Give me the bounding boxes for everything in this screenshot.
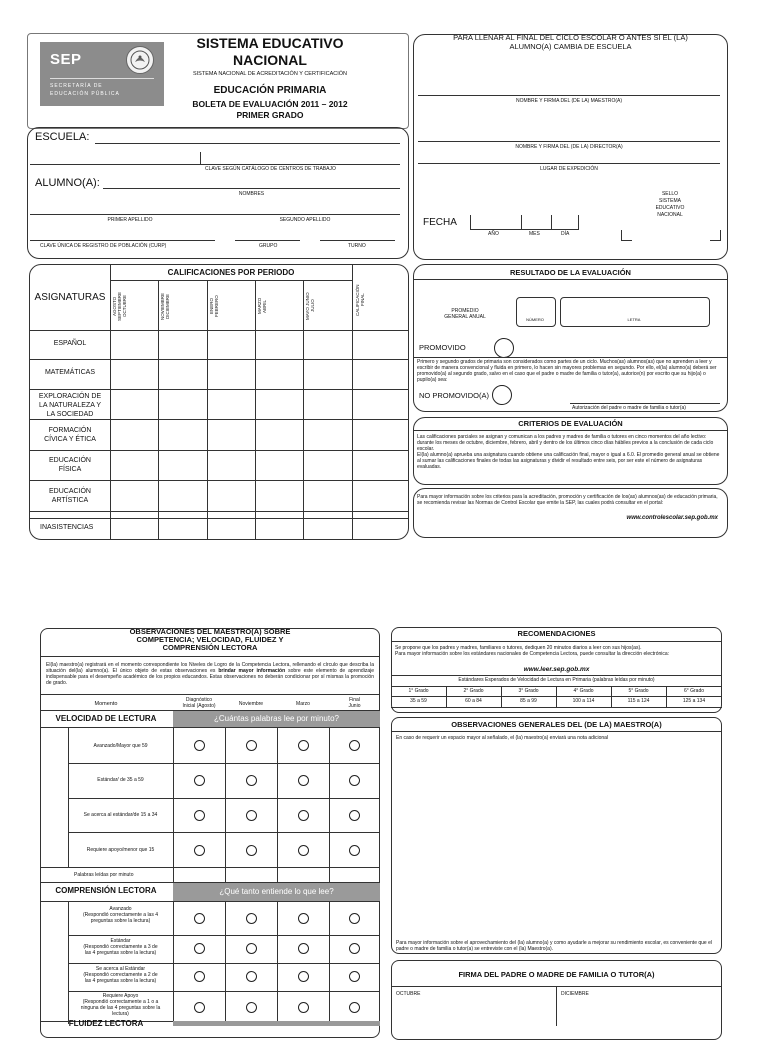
recommendations-text: Se propone que los padres y madres, familiares o tutores, dediquen 20 minutos diarios a leer con sus hijos(as). Para mayor información sobre los estándares nacionales de Competencia Lectora, puede consultar la dirección electrónica: <box>395 645 670 657</box>
radio-circle[interactable] <box>194 913 205 924</box>
std-line <box>391 675 722 676</box>
school-label: ESCUELA: <box>35 131 90 143</box>
date-divider-1 <box>521 215 522 229</box>
date-divider-3 <box>578 215 579 229</box>
grid-h-period <box>110 280 352 281</box>
header-title2: NACIONAL <box>233 52 307 68</box>
signature-title: FIRMA DEL PADRE O MADRE DE FAMILIA O TUTOR(A) <box>458 970 655 979</box>
grid-v-subjects <box>110 264 111 540</box>
radio-circle[interactable] <box>298 1002 309 1013</box>
cct-divider <box>200 152 201 164</box>
radio-circle[interactable] <box>246 740 257 751</box>
observations-intro <box>46 662 374 686</box>
radio-circle[interactable] <box>349 913 360 924</box>
speed-row-label: Se acerca al estándar/de 15 a 34 <box>83 812 158 818</box>
words-per-minute-label: Palabras leídas por minuto <box>74 872 134 878</box>
comp-circles <box>173 901 380 1024</box>
radio-circle[interactable] <box>349 775 360 786</box>
criteria-text: Las calificaciones parciales se asignan y comunican a los padres y madres de familia o tutores en cinco momentos del año lectivo: durante los meses de octubre, diciembre, febrero, abril y dentro de los últimos cinco días hábiles previos a la conclusión de cada ciclo escolar. El(la) alumno(a) aprueba una asignatura cuando obtiene una calificación final, mayor o igual a 6.0. El promedio general anual se obtiene al sumar las calificaciones finales de todas las asignaturas y dividir el resultado entre seis, por ser este el número de asignaturas evaluadas. <box>417 434 720 470</box>
eagle-seal-icon <box>126 46 154 74</box>
not-promoted-circle[interactable] <box>492 385 512 405</box>
radio-circle[interactable] <box>349 740 360 751</box>
observations-title-line <box>40 656 380 657</box>
header-boleta: BOLETA DE EVALUACIÓN 2011 – 2012 <box>192 99 348 109</box>
moment-label: Momento <box>94 701 118 707</box>
comprehension-question: ¿Qué tanto entiende lo que lee? <box>173 883 380 901</box>
comp-row-label: Avanzado (Respondió correctamente a las 4 preguntas sobre la lectura) <box>82 906 159 924</box>
obs-h-4 <box>40 867 380 868</box>
teacher-signature-line[interactable] <box>418 95 720 96</box>
signature-october: OCTUBRE <box>396 991 421 997</box>
radio-circle[interactable] <box>246 810 257 821</box>
signature-divider <box>556 986 557 1026</box>
radio-circle[interactable] <box>194 775 205 786</box>
date-divider-2 <box>551 215 552 229</box>
grid-h-1 <box>29 330 409 331</box>
first-surname-label: PRIMER APELLIDO <box>107 217 153 223</box>
second-surname-label: SEGUNDO APELLIDO <box>279 217 331 223</box>
result-box <box>413 264 728 412</box>
radio-circle[interactable] <box>194 740 205 751</box>
std-range: 125 a 134 <box>682 698 706 704</box>
average-label: PROMEDIO GENERAL ANUAL <box>444 308 486 320</box>
radio-circle[interactable] <box>349 1002 360 1013</box>
group-label: GRUPO <box>259 243 278 249</box>
radio-circle[interactable] <box>298 810 309 821</box>
speed-question: ¿Cuántas palabras lee por minuto? <box>173 711 380 727</box>
grid-h-3 <box>29 389 409 390</box>
recommendations-url[interactable]: www.leer.sep.gob.mx <box>523 666 590 673</box>
period-2-label: NOVIEMBRE DICIEMBRE <box>160 292 170 320</box>
subject-espanol: ESPAÑOL <box>53 340 87 347</box>
radio-circle[interactable] <box>349 943 360 954</box>
speed-row-label: Requiere apoyo/menor que 15 <box>86 847 155 853</box>
comprehension-title: COMPRENSIÓN LECTORA <box>55 886 157 895</box>
header-title1: SISTEMA EDUCATIVO <box>196 35 344 51</box>
col-marzo: Marzo <box>296 701 310 707</box>
date-field[interactable] <box>470 215 579 230</box>
shift-line[interactable] <box>320 240 395 241</box>
grid-h-8 <box>29 518 409 519</box>
date-label: FECHA <box>423 217 457 228</box>
observations-title: OBSERVACIONES DEL MAESTRO(A) SOBRE COMPETENCIA; VELOCIDAD, FLUIDEZ Y COMPRENSIÓN LECTORA <box>129 627 291 652</box>
speed-circles <box>173 727 380 867</box>
grid-v-p3 <box>207 280 208 540</box>
radio-circle[interactable] <box>298 740 309 751</box>
radio-circle[interactable] <box>349 845 360 856</box>
subject-civica: FORMACIÓN CÍVICA Y ÉTICA <box>44 427 96 443</box>
std-grade: 1° Grado <box>408 688 429 694</box>
teacher-signature-label: NOMBRE Y FIRMA DEL (DE LA) MAESTRO(A) <box>515 98 623 104</box>
speed-title: VELOCIDAD DE LECTURA <box>55 714 157 723</box>
radio-circle[interactable] <box>349 971 360 982</box>
grid-v-p4 <box>255 280 256 540</box>
std-grade: 6° Grado <box>683 688 705 694</box>
fill-box-title2: ALUMNO(A) CAMBIA DE ESCUELA <box>509 42 632 51</box>
period-5-label: MAYO JUNIO JULIO <box>305 292 315 320</box>
sep-logo-sub2: EDUCACIÓN PÚBLICA <box>50 91 120 97</box>
general-obs-input[interactable] <box>394 743 719 935</box>
average-letter-field[interactable] <box>560 297 710 327</box>
date-year: AÑO <box>488 231 499 237</box>
sep-logo-sub1: SECRETARÍA DE <box>50 83 103 89</box>
radio-circle[interactable] <box>194 845 205 856</box>
std-range: 35 a 59 <box>410 698 427 704</box>
radio-circle[interactable] <box>298 775 309 786</box>
grid-v-final <box>352 264 353 540</box>
place-line[interactable] <box>418 163 720 164</box>
header-level: EDUCACIÓN PRIMARIA <box>213 85 327 96</box>
speed-row-label: Avanzado/Mayor que 59 <box>93 743 148 749</box>
grid-h-7 <box>29 511 409 512</box>
std-range: 85 a 99 <box>520 698 537 704</box>
radio-circle[interactable] <box>246 845 257 856</box>
observations-intro-line <box>40 694 380 695</box>
names-line[interactable] <box>103 188 400 189</box>
recommendations-title: RECOMENDACIONES <box>517 629 596 638</box>
grid-v-p2 <box>158 280 159 540</box>
radio-circle[interactable] <box>298 971 309 982</box>
subject-artistica: EDUCACIÓN ARTÍSTICA <box>48 488 91 504</box>
director-signature-line[interactable] <box>418 141 720 142</box>
grid-h-4 <box>29 419 409 420</box>
radio-circle[interactable] <box>194 1002 205 1013</box>
date-day: DÍA <box>561 231 570 237</box>
subject-matematicas: MATEMÁTICAS <box>44 369 96 376</box>
result-title-line <box>413 279 728 280</box>
grid-h-6 <box>29 480 409 481</box>
signature-december: DICIEMBRE <box>561 991 589 997</box>
std-grade: 4° Grado <box>573 688 594 694</box>
place-label: LUGAR DE EXPEDICIÓN <box>540 166 598 172</box>
surnames-line[interactable] <box>30 214 400 215</box>
promoted-circle[interactable] <box>494 338 514 358</box>
grid-h-2 <box>29 359 409 360</box>
std-range: 60 a 84 <box>465 698 482 704</box>
fluency-title: FLUIDEZ LECTORA <box>68 1019 144 1028</box>
cct-label: CLAVE SEGÚN CATÁLOGO DE CENTROS DE TRABAJO <box>205 166 336 172</box>
promoted-label: PROMOVIDO <box>419 343 466 352</box>
sep-logo-text: SEP <box>50 51 82 68</box>
radio-circle[interactable] <box>246 971 257 982</box>
subject-fisica: EDUCACIÓN FÍSICA <box>48 457 91 473</box>
intro-part-a: El(la) maestro(a) registrará en el momento correspondiente los Niveles de Logro de la Competencia Lectora, rellenando el círculo que describa la situación del(la) alumno(a). El único objeto de estas observaciones es <box>46 662 374 674</box>
radio-circle[interactable] <box>298 913 309 924</box>
comp-row-label: Se acerca al Estándar (Respondió correctamente a 2 de las 4 preguntas sobre la lectura) <box>83 966 158 984</box>
average-number-field[interactable] <box>516 297 556 327</box>
logo-divider <box>50 78 154 79</box>
std-grade: 5° Grado <box>628 688 649 694</box>
general-obs-title: OBSERVACIONES GENERALES DEL (DE LA) MAESTRO(A) <box>451 720 662 729</box>
criteria-title-line <box>413 430 728 431</box>
seal-corner-right <box>710 230 721 241</box>
criteria-title: CRITERIOS DE EVALUACIÓN <box>518 419 623 428</box>
criteria-info: Para mayor información sobre los criterios para la acreditación, promoción y certificación de los(as) alumnos(as) de educación primaria, se recomienda revisar las Normas de Control Escolar que emite la SEP, las cuales podrá consultar en el portal: <box>417 494 718 506</box>
header-grade: PRIMER GRADO <box>236 110 304 120</box>
subject-exploracion: EXPLORACIÓN DE LA NATURALEZA Y LA SOCIEDAD <box>38 393 102 418</box>
average-letter-label: LETRA <box>627 317 641 322</box>
speed-row-label: Estándar/ de 35 a 59 <box>97 777 144 783</box>
period-1-label: AGOSTO SEPTIEMBRE OCTUBRE <box>112 291 127 321</box>
cct-line[interactable] <box>30 164 400 165</box>
grid-h-5 <box>29 450 409 451</box>
director-signature-label: NOMBRE Y FIRMA DEL (DE LA) DIRECTOR(A) <box>515 144 623 150</box>
standards-title: Estándares Esperados de Velocidad de Lectura en Primaria (palabras leídas por minuto) <box>458 677 655 683</box>
radio-circle[interactable] <box>194 943 205 954</box>
general-obs-footer: Para mayor información sobre el aprovechamiento del (la) alumno(a) y como ayudarle a mejorar su rendimiento escolar, es conveniente que el padre o madre de familia o tutor(a) se entreviste con el (la) Maestro(a). <box>396 940 712 952</box>
fill-box-title1: PARA LLENAR AL FINAL DEL CICLO ESCOLAR O ANTES SI EL (LA) <box>453 33 688 42</box>
radio-circle[interactable] <box>298 845 309 856</box>
group-line[interactable] <box>235 240 300 241</box>
student-label: ALUMNO(A): <box>35 177 100 189</box>
seal-corner-left <box>621 230 632 241</box>
absences-label: INASISTENCIAS <box>40 524 94 531</box>
col-noviembre: Noviembre <box>238 701 264 707</box>
grid-v-p5 <box>303 280 304 540</box>
radio-circle[interactable] <box>246 913 257 924</box>
header-subtitle: SISTEMA NACIONAL DE ACREDITACIÓN Y CERTIFICACIÓN <box>192 71 348 77</box>
result-title: RESULTADO DE LA EVALUACIÓN <box>510 268 631 277</box>
std-range: 115 a 124 <box>627 698 650 704</box>
criteria-url[interactable]: www.controlescolar.sep.gob.mx <box>626 515 718 521</box>
average-number-label: NÚMERO <box>526 317 544 322</box>
names-label: NOMBRES <box>238 191 265 197</box>
intro-part-c: sobre este elemento de aprendizaje indispensable para el desempeño académico de los propios educandos. Estas observaciones no deberán condicionar por sí mismas la promoción de grado. <box>46 668 374 686</box>
subjects-header: ASIGNATURAS <box>34 292 106 303</box>
sep-logo <box>40 42 164 106</box>
col-diagnostico: Diagnóstico Inicial (Agosto) <box>182 697 216 709</box>
radio-circle[interactable] <box>194 971 205 982</box>
general-obs-text: En caso de requerir un espacio mayor al señalado, el (la) maestro(a) enviará una nota adicional <box>396 735 609 741</box>
authorization-line[interactable] <box>570 403 720 404</box>
intro-part-b: brindar mayor información <box>218 668 286 674</box>
radio-circle[interactable] <box>246 943 257 954</box>
promoted-divider <box>413 357 728 358</box>
radio-circle[interactable] <box>298 943 309 954</box>
seal-label: SELLO SISTEMA EDUCATIVO NACIONAL <box>655 191 685 218</box>
std-grade: 2° Grado <box>463 688 484 694</box>
final-grade-label: CALIFICACIÓN FINAL <box>355 284 365 316</box>
comp-row-label: Requiere Apoyo (Respondió correctamente a 1 o a ninguna de las 4 preguntas sobre la lectura) <box>80 993 161 1017</box>
recommendations-title-line <box>391 641 722 642</box>
school-line[interactable] <box>95 143 400 144</box>
radio-circle[interactable] <box>246 1002 257 1013</box>
authorization-label: Autorización del padre o madre de familia o tutor(a) <box>572 405 686 411</box>
shift-label: TURNO <box>348 243 366 249</box>
general-obs-title-line <box>391 731 722 732</box>
radio-circle[interactable] <box>349 810 360 821</box>
comp-row-label: Estándar (Respondió correctamente a 3 de las 4 preguntas sobre la lectura) <box>83 938 158 956</box>
radio-circle[interactable] <box>194 810 205 821</box>
result-note: Primero y segundo grados de primaria son considerados como partes de un ciclo. Muchos(as) alumnos(as) que no aprenden a leer y escribir de manera convencional y fluida en primero, lo hacen sin mayores problemas en segundo. Por ello, el(la) alumno(a) deberá ser promovido(a) al segundo grado, salvo en el caso que el padre o madre de familia o tutor(a), autorice(n) por escrito que su hijo(a) o pupilo(a) sea: <box>417 359 717 383</box>
col-final: Final Junio <box>348 697 361 709</box>
curp-line[interactable] <box>30 240 215 241</box>
std-grade: 3° Grado <box>518 688 539 694</box>
period-header: CALIFICACIONES POR PERIODO <box>167 268 295 277</box>
date-month: MES <box>529 231 540 237</box>
radio-circle[interactable] <box>246 775 257 786</box>
period-4-label: MARZO ABRIL <box>257 297 267 315</box>
std-range: 100 a 114 <box>572 698 595 704</box>
period-3-label: ENERO FEBRERO <box>209 295 219 317</box>
curp-label: CLAVE ÚNICA DE REGISTRO DE POBLACIÓN (CURP) <box>40 243 167 249</box>
not-promoted-label: NO PROMOVIDO(A) <box>419 391 490 400</box>
